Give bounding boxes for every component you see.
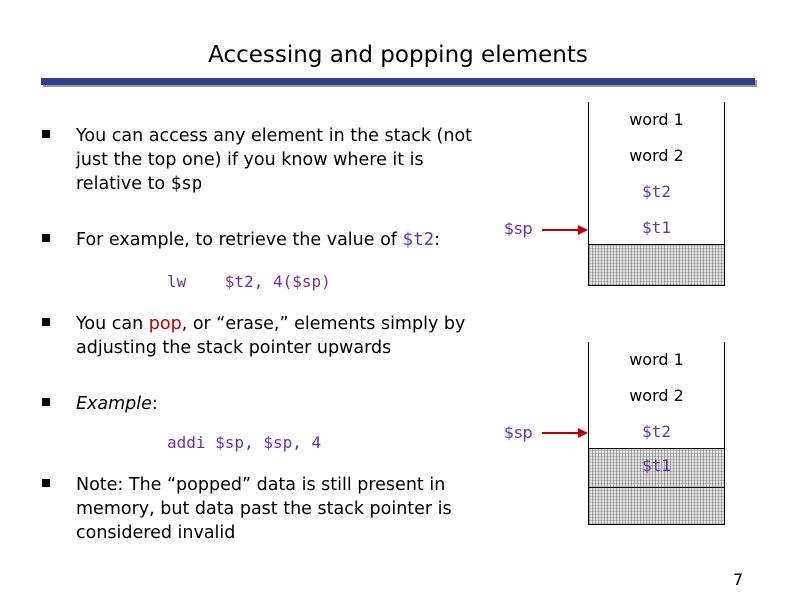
bullet-for-example (42, 228, 502, 252)
bullet-text-rest: , or “erase,” elements simply by adjusting the stack pointer upwards (76, 314, 466, 358)
lw-operands: $t2, 4($sp) (224, 272, 331, 291)
bullet-note (42, 473, 472, 545)
code-lw-instruction (167, 272, 331, 291)
example-label: Example (76, 394, 152, 414)
lw-opcode: lw (167, 272, 187, 291)
t2-register-inline: $t2 (402, 230, 435, 250)
page-number: 7 (733, 570, 744, 589)
bullet-example (42, 392, 482, 416)
bullet-marker (42, 318, 50, 326)
slide-title: Accessing and popping elements (208, 42, 588, 68)
pop-keyword: pop (148, 314, 182, 334)
stack-pointer-label: $sp (504, 423, 533, 442)
colon: : (151, 394, 158, 414)
stack-cell: $t2 (588, 414, 725, 450)
stack-cell: $t2 (588, 174, 725, 210)
bullet-text: You can (76, 314, 144, 334)
colon: : (434, 230, 441, 250)
stack-cell: $t1 (588, 210, 725, 246)
sp-register-inline: $sp (170, 174, 203, 194)
bullet-text: For example, to retrieve the value of (76, 230, 397, 250)
stack-cell: word 1 (588, 342, 725, 378)
title-rule (41, 78, 755, 85)
stack-cell-popped: $t1 (588, 448, 725, 488)
stack-cell: word 2 (588, 138, 725, 174)
bullet-marker (42, 130, 50, 138)
stack-pointer-arrow (542, 425, 590, 441)
code-addi-instruction: addi $sp, $sp, 4 (167, 433, 322, 452)
stack-cell: word 2 (588, 378, 725, 414)
stack-pointer-arrow (542, 222, 590, 238)
bullet-pop (42, 312, 482, 360)
bullet-text: You can access any element in the stack (not just the top one) if you know where it is relative to (76, 126, 473, 194)
bullet-marker (42, 234, 50, 242)
stack-cell: word 1 (588, 102, 725, 138)
bullet-text: Note: The “popped” data is still present in memory, but data past the stack pointer is considered invalid (76, 475, 452, 543)
stack-free-space (588, 244, 725, 286)
bullet-access-any-element (42, 124, 482, 196)
bullet-marker (42, 479, 50, 487)
stack-pointer-label: $sp (504, 219, 533, 238)
stack-free-space (588, 487, 725, 525)
bullet-marker (42, 398, 50, 406)
